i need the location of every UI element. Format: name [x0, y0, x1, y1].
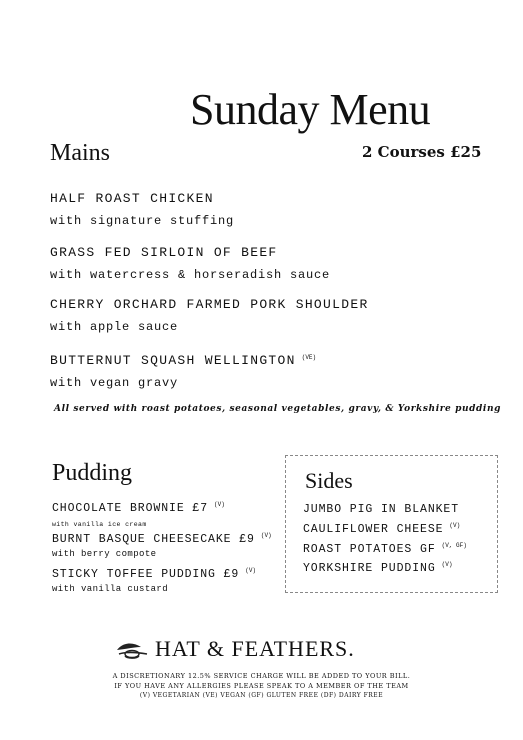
pudding-item-desc: with vanilla custard: [52, 584, 169, 594]
pudding-item: [52, 528, 272, 560]
dietary-tag: (V): [260, 532, 272, 539]
pudding-item-name: BURNT BASQUE CHEESECAKE £9: [52, 533, 255, 546]
side-item-name: JUMBO PIG IN BLANKET: [303, 503, 460, 516]
main-item-name: BUTTERNUT SQUASH WELLINGTON: [50, 353, 296, 368]
pudding-item-desc: with vanilla ice cream: [52, 521, 147, 528]
dietary-tag: (V): [441, 561, 453, 568]
side-item-name: ROAST POTATOES GF: [303, 543, 436, 556]
dietary-tag: (V): [245, 567, 257, 574]
side-item: [303, 503, 459, 516]
pudding-heading: Pudding: [52, 460, 133, 486]
pudding-item: [52, 563, 256, 595]
dietary-tag: (V, GF): [441, 542, 467, 549]
main-item-name: CHERRY ORCHARD FARMED PORK SHOULDER: [50, 297, 369, 312]
sides-heading: Sides: [305, 468, 353, 493]
main-item-name: GRASS FED SIRLOIN OF BEEF: [50, 245, 278, 260]
main-item-desc: with apple sauce: [50, 320, 179, 334]
main-item-desc: with vegan gravy: [50, 376, 179, 390]
side-item: [303, 522, 460, 536]
dietary-tag: (V): [214, 501, 225, 508]
main-item: [50, 190, 234, 230]
main-item-name: HALF ROAST CHICKEN: [50, 191, 214, 206]
pudding-item: [52, 497, 225, 531]
feather-hat-icon: [115, 638, 149, 660]
pudding-item-name: CHOCOLATE BROWNIE £7: [52, 502, 209, 515]
side-item-name: YORKSHIRE PUDDING: [303, 562, 436, 575]
side-item: [303, 561, 452, 575]
main-item-desc: with signature stuffing: [50, 214, 235, 228]
dietary-tag: (VE): [301, 354, 317, 361]
main-item: [50, 349, 316, 392]
dietary-tag: (V): [449, 522, 461, 529]
side-item: [303, 542, 467, 556]
brand-name: HAT & FEATHERS.: [155, 636, 355, 661]
main-item: [50, 296, 369, 336]
dietary-legend: (V) VEGETARIAN (VE) VEGAN (GF) GLUTEN FREE (DF) DAIRY FREE: [139, 692, 384, 699]
brand-logo: [115, 636, 415, 666]
pudding-item-name: STICKY TOFFEE PUDDING £9: [52, 568, 240, 581]
mains-heading: Mains: [50, 140, 110, 166]
main-item-desc: with watercress & horseradish sauce: [50, 268, 331, 282]
side-item-name: CAULIFLOWER CHEESE: [303, 523, 444, 536]
main-item: [50, 244, 330, 284]
pudding-item-desc: with berry compote: [52, 549, 157, 559]
page-title: Sunday Menu: [190, 85, 431, 134]
allergy-note: IF YOU HAVE ANY ALLERGIES PLEASE SPEAK TO A MEMBER OF THE TEAM: [114, 682, 409, 690]
service-charge-note: A DISCRETIONARY 12.5% SERVICE CHARGE WILL BE ADDED TO YOUR BILL.: [112, 672, 411, 680]
courses-price: 2 Courses £25: [362, 143, 482, 161]
served-with-note: All served with roast potatoes, seasonal vegetables, gravy, & Yorkshire pudding: [54, 404, 501, 414]
